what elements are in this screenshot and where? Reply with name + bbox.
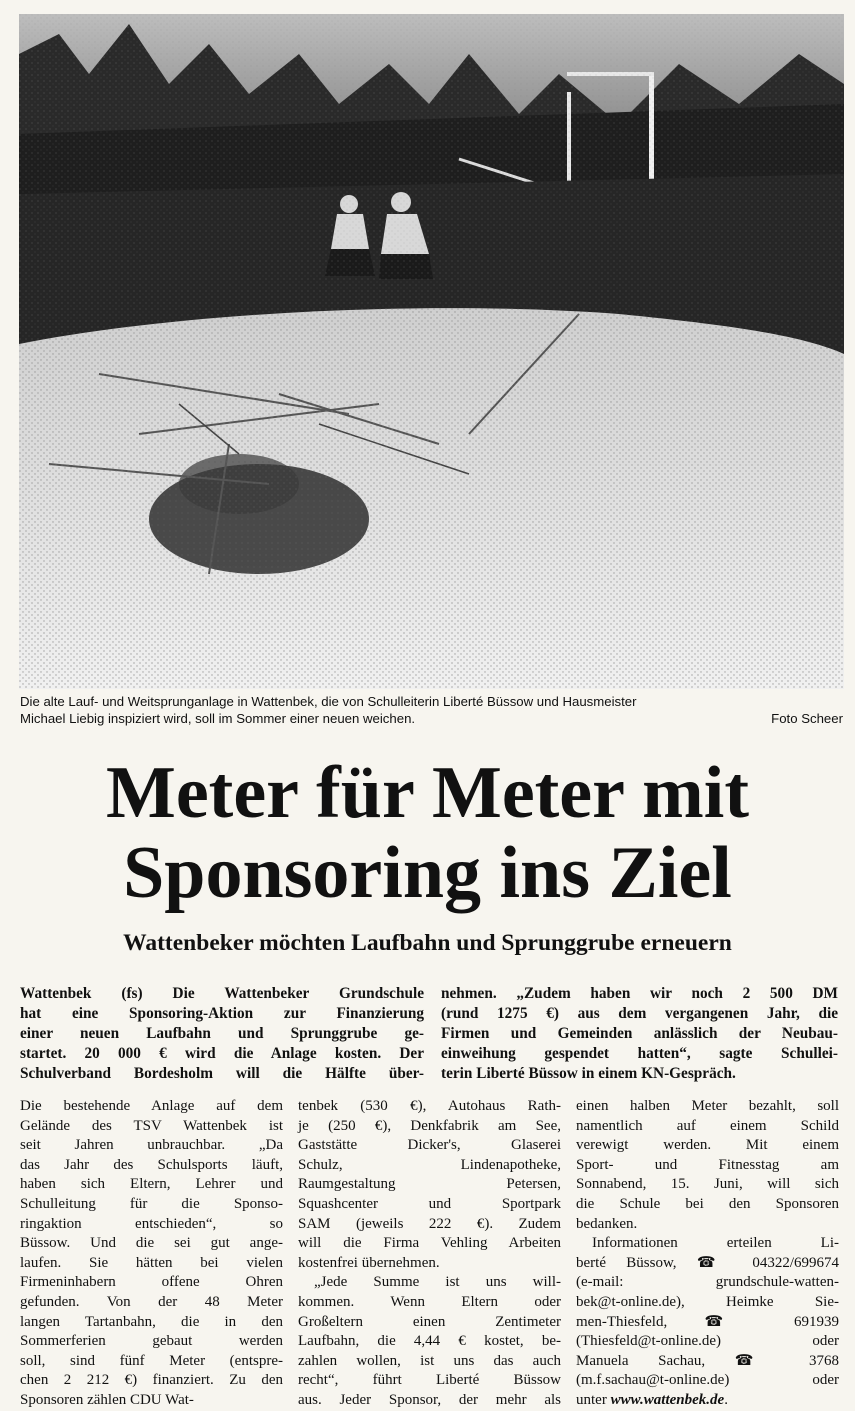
text-line: „Jede Summe ist uns will- [314, 1274, 561, 1291]
text-line: Gelände des TSV Wattenbek ist [20, 1117, 283, 1134]
text-line: chen 2 212 €) finanziert. Zu den [20, 1372, 283, 1389]
text-line: recht“, führt Liberté Büssow [298, 1372, 561, 1389]
text-line: Wattenbek (fs) Die Wattenbeker Grundschule [20, 985, 424, 1002]
text-line: gefunden. Von der 48 Meter [20, 1293, 283, 1310]
text-line: je (250 €), Denkfabrik am See, [298, 1117, 561, 1134]
caption-line-2: Michael Liebig inspiziert wird, soll im Sommer einer neuen weichen. [20, 711, 416, 726]
text-line: will die Firma Vehling Arbeiten [298, 1235, 561, 1252]
text-line: Firmeninhabern offene Ohren [20, 1274, 283, 1291]
text-line: kommen. Wenn Eltern oder [298, 1293, 561, 1310]
text-line: namentlich auf einem Schild [576, 1117, 839, 1134]
text-line: berté Büssow, ☎ 04322/699674 [576, 1254, 839, 1271]
text-line: bedanken. [576, 1215, 638, 1232]
text-line: Raumgestaltung Petersen, [298, 1176, 561, 1193]
text-line: einer neuen Laufbahn und Sprunggrube ge- [20, 1025, 424, 1042]
text-line: terin Liberté Büssow in einem KN-Gespräch. [441, 1065, 736, 1082]
text-line: Sonnabend, 15. Juni, will sich [576, 1176, 839, 1193]
text-line: Schulz, Lindenapotheke, [298, 1156, 561, 1173]
body-column-3 [576, 1097, 839, 1411]
subheadline: Wattenbeker möchten Laufbahn und Sprunggrube erneuern [123, 930, 732, 956]
headline-line-1: Meter für Meter mit [105, 752, 750, 834]
text-line: unter www.wattenbek.de. [576, 1391, 728, 1408]
text-line: bek@t-online.de), Heimke Sie- [576, 1293, 839, 1310]
period: . [724, 1391, 728, 1408]
text-line: haben sich Eltern, Lehrer und [20, 1176, 283, 1193]
text-line: (Thiesfeld@t-online.de) oder [576, 1333, 839, 1350]
lead-paragraph-left [20, 984, 424, 1084]
text-line: Büssow. Und die sei gut ange- [20, 1235, 283, 1252]
text-line: verewigt werden. Mit einem [576, 1137, 839, 1154]
text-line: Die bestehende Anlage auf dem [20, 1098, 283, 1114]
text-line: (e-mail: grundschule-watten- [576, 1274, 839, 1291]
text-line: Informationen erteilen Li- [592, 1235, 839, 1252]
photo-caption [20, 693, 843, 727]
text-line: (rund 1275 €) aus dem vergangenen Jahr, die [441, 1005, 838, 1022]
website-link[interactable]: www.wattenbek.de [610, 1391, 725, 1408]
text-line: laufen. Sie hätten bei vielen [20, 1254, 283, 1271]
caption-line-1: Die alte Lauf- und Weitsprunganlage in Wattenbek, die von Schulleiterin Liberté Büssow und Hausmeister [20, 694, 637, 709]
text-line: langen Tartanbahn, die in den [20, 1313, 283, 1330]
text-line: einweihung gespendet hatten“, sagte Schullei- [441, 1045, 838, 1062]
text-line: Großeltern einen Zentimeter [298, 1313, 561, 1330]
text-line: seit Jahren unbrauchbar. „Da [20, 1137, 283, 1154]
text-line: startet. 20 000 € wird die Anlage kosten. Der [20, 1045, 424, 1062]
text-line: die Schule bei den Sponsoren [576, 1195, 839, 1212]
text-line: Sport- und Fitnesstag am [576, 1156, 839, 1173]
text-line: hat eine Sponsoring-Aktion zur Finanzierung [20, 1005, 424, 1022]
text-line: tenbek (530 €), Autohaus Rath- [298, 1098, 561, 1114]
text-line: (m.f.sachau@t-online.de) oder [576, 1372, 839, 1389]
text-line: Sommerferien gebaut werden [20, 1333, 283, 1350]
photo-credit: Foto Scheer [771, 711, 843, 726]
text-line: Squashcenter und Sportpark [298, 1195, 561, 1212]
text-line: soll, sind fünf Meter (entspre- [20, 1352, 283, 1369]
text-line: ringaktion entschieden“, so [20, 1215, 283, 1232]
text-line: Laufbahn, die 4,44 € kostet, be- [298, 1333, 561, 1350]
text-line: Schulleitung für die Sponso- [20, 1195, 283, 1212]
text-line: Manuela Sachau, ☎ 3768 [576, 1352, 839, 1369]
text-line: men-Thiesfeld, ☎ 691939 [576, 1313, 839, 1330]
text-line: kostenfrei übernehmen. [298, 1254, 440, 1271]
photo-sports-field-icon [19, 14, 844, 689]
text-line: Schulverband Bordesholm will die Hälfte über- [20, 1065, 424, 1082]
body-column-1 [20, 1097, 283, 1411]
text-line: nehmen. „Zudem haben wir noch 2 500 DM [441, 985, 838, 1002]
article-photo [19, 14, 844, 689]
text-line: zahlen wollen, ist uns das auch [298, 1352, 561, 1369]
text-line: einen halben Meter bezahlt, soll [576, 1098, 839, 1114]
text-line: das Jahr des Schulsports läuft, [20, 1156, 283, 1173]
text-line: Gaststätte Dicker's, Glaserei [298, 1137, 561, 1154]
text-line: Firmen und Gemeinden anlässlich der Neubau- [441, 1025, 838, 1042]
text-line: Sponsoren zählen CDU Wat- [20, 1391, 194, 1408]
headline-line-2: Sponsoring ins Ziel [123, 832, 732, 914]
lead-paragraph-right [441, 984, 838, 1084]
text-line: aus. Jeder Sponsor, der mehr als [298, 1391, 561, 1408]
text-line: SAM (jeweils 222 €). Zudem [298, 1215, 561, 1232]
headline [0, 753, 855, 913]
body-column-2 [298, 1097, 561, 1411]
